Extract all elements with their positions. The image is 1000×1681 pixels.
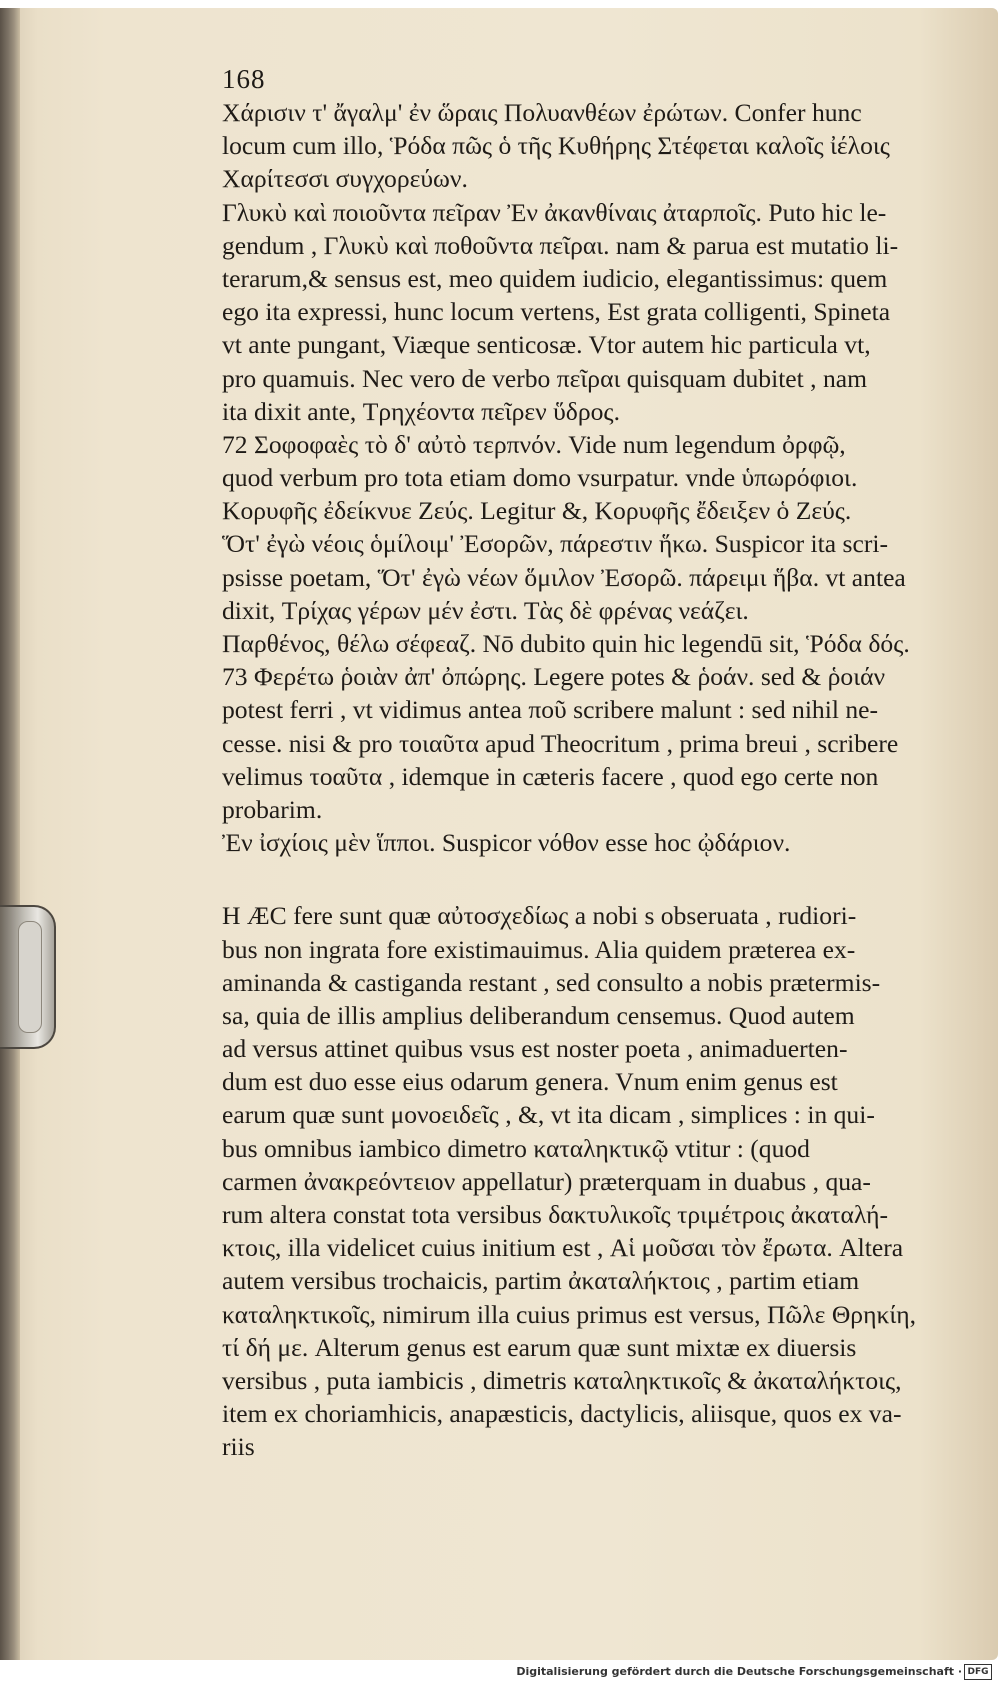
text-line: ad versus attinet quibus vsus est noster poeta , animaduerten-: [222, 1034, 848, 1064]
text-line: cesse. nisi & pro τοιαῦτα apud Theocritum , prima breui , scribere: [222, 728, 899, 758]
text-line: aminanda & castiganda restant , sed consulto a nobis prætermis-: [222, 967, 881, 997]
text-line: psisse poetam, Ὅτ' ἐγὼ νέων ὅμιλον Ἐσορῶ. πάρειμι ἥβα. vt antea: [222, 562, 906, 592]
section-break: [222, 859, 934, 899]
book-binding: [0, 8, 20, 1660]
text-line: vt ante pungant, Viæque senticosæ. Vtor autem hic particula vt,: [222, 330, 871, 360]
text-line: bus omnibus iambico dimetro καταληκτικῷ vtitur : (quod: [222, 1133, 810, 1163]
text-line: H ÆC fere sunt quæ αὐτοσχεδίως a nobi s obseruata , rudiori-: [222, 901, 857, 931]
text-line: τί δή με. Alterum genus est earum quæ sunt mixtæ ex diuersis: [222, 1332, 857, 1362]
text-line: probarim.: [222, 794, 323, 824]
text-line: Χαρίτεσσι συγχορεύων.: [222, 164, 468, 194]
text-line: Ἐν ἰσχίοις μὲν ἵπποι. Suspicor νόθον esse hoc ᾠδάριον.: [222, 828, 791, 858]
text-line: quod verbum pro tota etiam domo vsurpatur. vnde ὑπωρόφιοι.: [222, 463, 858, 493]
text-line: Ὅτ' ἐγὼ νέοις ὁμίλοιμ' Ἐσορῶν, πάρεστιν ἥκω. Suspicor ita scri-: [222, 529, 888, 559]
text-line: καταληκτικοῖς, nimirum illa cuius primus est versus, Πῶλε Θρηκίη,: [222, 1299, 917, 1329]
text-line: rum altera constat tota versibus δακτυλικοῖς τριμέτροις ἀκαταλή-: [222, 1200, 889, 1229]
text-line: riis: [222, 1432, 255, 1462]
text-line: Γλυκὺ καὶ ποιοῦντα πεῖραν Ἐν ἀκανθίναις ἀταρποῖς. Puto hic le-: [222, 197, 887, 227]
text-line: ego ita expressi, hunc locum vertens, Est grata colligenti, Spineta: [222, 297, 891, 327]
page-number: 168: [222, 64, 266, 94]
text-line: Κορυφῆς ἐδείκνυε Ζεύς. Legitur &, Κορυφῆς ἔδειξεν ὁ Ζεύς.: [222, 496, 852, 526]
text-line: item ex choriamhicis, anapæsticis, dactylicis, aliisque, quos ex va-: [222, 1399, 902, 1429]
text-line: gendum , Γλυκὺ καὶ ποθοῦντα πεῖραι. nam & parua est mutatio li-: [222, 230, 899, 260]
page-text: [222, 96, 934, 1464]
text-line: dixit, Τρίχας γέρων μέν ἐστι. Τὰς δὲ φρένας νεάζει.: [222, 595, 749, 625]
text-line: carmen ἀνακρεόντειον appellatur) præterquam in duabus , qua-: [222, 1166, 871, 1196]
text-line: pro quamuis. Nec vero de verbo πεῖραι quisquam dubitet , nam: [222, 363, 868, 393]
text-line: Χάρισιν τ' ἄγαλμ' ἐν ὥραις Πολυανθέων ἐρώτων. Confer hunc: [222, 98, 862, 127]
text-line: terarum,& sensus est, meo quidem iudicio, elegantissimus: quem: [222, 263, 888, 293]
text-line: locum cum illo, Ῥόδα πῶς ὁ τῆς Κυθήρης Στέφεται καλοῖς ἰέλοις: [222, 131, 890, 161]
text-line: sa, quia de illis amplius deliberandum censemus. Quod autem: [222, 1000, 855, 1030]
text-line: dum est duo esse eius odarum genera. Vnum enim genus est: [222, 1067, 838, 1097]
text-line: bus non ingrata fore existimauimus. Alia quidem præterea ex-: [222, 934, 856, 964]
footer-bar: [0, 1663, 1000, 1681]
text-line: ita dixit ante, Τρηχέοντα πεῖρεν ὕδρος.: [222, 396, 620, 426]
text-line: κτοις, illa videlicet cuius initium est , Αἱ μοῦσαι τὸν ἔρωτα. Altera: [222, 1233, 904, 1263]
text-line: Παρθένος, θέλω σέφεαζ. Nō dubito quin hic legendū sit, Ῥόδα δός.: [222, 629, 910, 658]
dfg-logo: DFG: [964, 1664, 992, 1680]
funding-notice: Digitalisierung gefördert durch die Deutsche Forschungsgemeinschaft ·: [516, 1665, 962, 1678]
text-line: velimus τοαῦτα , idemque in cæteris facere , quod ego certe non: [222, 761, 879, 791]
text-line: potest ferri , vt vidimus antea ποῦ scribere malunt : sed nihil ne-: [222, 695, 879, 725]
text-line: autem versibus trochaicis, partim ἀκαταλήκτοις , partim etiam: [222, 1266, 860, 1296]
text-line: earum quæ sunt μονοειδεῖς , &, vt ita dicam , simplices : in qui-: [222, 1100, 875, 1130]
text-line: 72 Σοφοφαὲς τὸ δ' αὐτὸ τερπνόν. Vide num legendum ὀρφῷ,: [222, 429, 846, 459]
metal-clasp: [0, 905, 56, 1049]
clasp-plate: [18, 921, 42, 1033]
text-line: versibus , puta iambicis , dimetris καταληκτικοῖς & ἀκαταλήκτοις,: [222, 1365, 902, 1395]
text-line: 73 Φερέτω ῥοιὰν ἀπ' ὀπώρης. Legere potes & ῥοάν. sed & ῥοιάν: [222, 662, 886, 692]
